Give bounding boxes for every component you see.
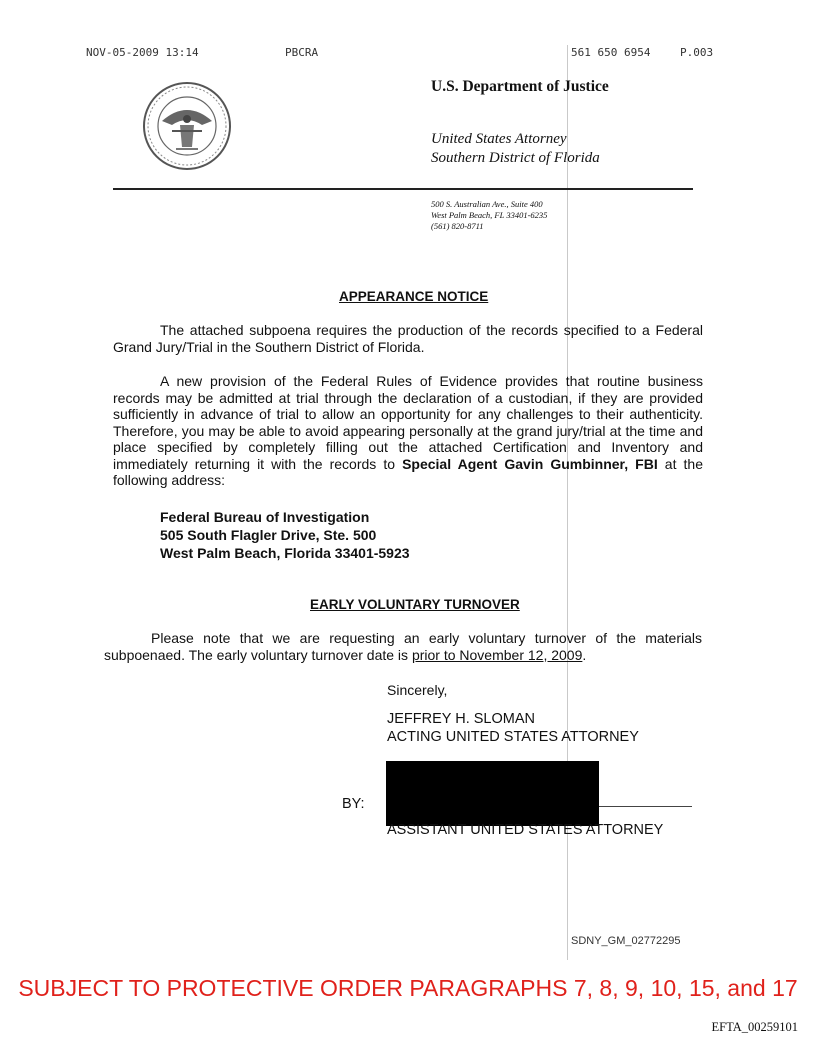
office-address bbox=[431, 199, 547, 232]
signer-name: JEFFREY H. SLOMAN bbox=[387, 711, 535, 727]
bates-number: SDNY_GM_02772295 bbox=[571, 935, 681, 947]
closing: Sincerely, bbox=[387, 682, 448, 698]
notice-paragraph-1: The attached subpoena requires the production of the records specified to a Federal Grand Jury/Trial in the Southern District of Florida. bbox=[113, 322, 703, 355]
office-phone: (561) 820-8711 bbox=[431, 221, 484, 231]
protective-order-notice: SUBJECT TO PROTECTIVE ORDER PARAGRAPHS 7, 8, 9, 10, 15, and 17 bbox=[18, 975, 798, 1001]
office-name: United States Attorney bbox=[431, 131, 567, 147]
appearance-notice-heading: APPEARANCE NOTICE bbox=[339, 289, 489, 304]
signature-line bbox=[599, 806, 692, 807]
office-address-city: West Palm Beach, FL 33401-6235 bbox=[431, 210, 548, 220]
turnover-date: prior to November 12, 2009 bbox=[411, 646, 583, 663]
fax-date-time: NOV-05-2009 13:14 bbox=[86, 46, 199, 59]
doj-seal-icon bbox=[142, 81, 232, 171]
letterhead-divider bbox=[113, 188, 693, 190]
office-address-street: 500 S. Australian Ave., Suite 400 bbox=[431, 199, 543, 209]
turnover-paragraph-text: Please note that we are requesting an early voluntary turnover of the materials subpoenaed. The early voluntary turnover date is bbox=[104, 630, 702, 663]
seal-graphic bbox=[142, 81, 232, 171]
turnover-heading: EARLY VOLUNTARY TURNOVER bbox=[310, 597, 520, 612]
notice-paragraph-2-text: A new provision of the Federal Rules of Evidence provides that routine business records may be admitted at trial through the declaration of a custodian, if they are provided sufficiently in advance of trial to allow an opportunity for any challenges to their authenticity. Therefore, you may be able to avoid appearing personally at the grand jury/trial at the time and place specified by completely filling out the attached Certification and Inventory and immediately returning it with the records to bbox=[113, 373, 703, 472]
redacted-signature bbox=[386, 761, 599, 826]
notice-paragraph-2 bbox=[113, 373, 703, 489]
turnover-paragraph-end: . bbox=[582, 646, 587, 663]
assistant-attorney-title: ASSISTANT UNITED STATES ATTORNEY bbox=[387, 822, 664, 838]
fbi-address-line: Federal Bureau of Investigation bbox=[160, 509, 370, 525]
efta-number: EFTA_00259101 bbox=[711, 1020, 798, 1034]
district-name: Southern District of Florida bbox=[431, 150, 600, 166]
by-label: BY: bbox=[342, 796, 365, 812]
special-agent-name: Special Agent Gavin Gumbinner, FBI bbox=[402, 455, 658, 472]
department-name: U.S. Department of Justice bbox=[431, 78, 609, 95]
signer-title: ACTING UNITED STATES ATTORNEY bbox=[387, 729, 639, 745]
fbi-address-line: 505 South Flagler Drive, Ste. 500 bbox=[160, 527, 377, 543]
fax-sender: PBCRA bbox=[285, 46, 319, 59]
fbi-address-block bbox=[160, 508, 410, 562]
fax-page-number: P.003 bbox=[680, 46, 714, 59]
notice-paragraph-2-tail: at the following address: bbox=[113, 455, 703, 488]
fbi-address-line: West Palm Beach, Florida 33401-5923 bbox=[160, 545, 410, 561]
fax-phone: 561 650 6954 bbox=[571, 46, 651, 59]
turnover-paragraph bbox=[104, 630, 702, 663]
